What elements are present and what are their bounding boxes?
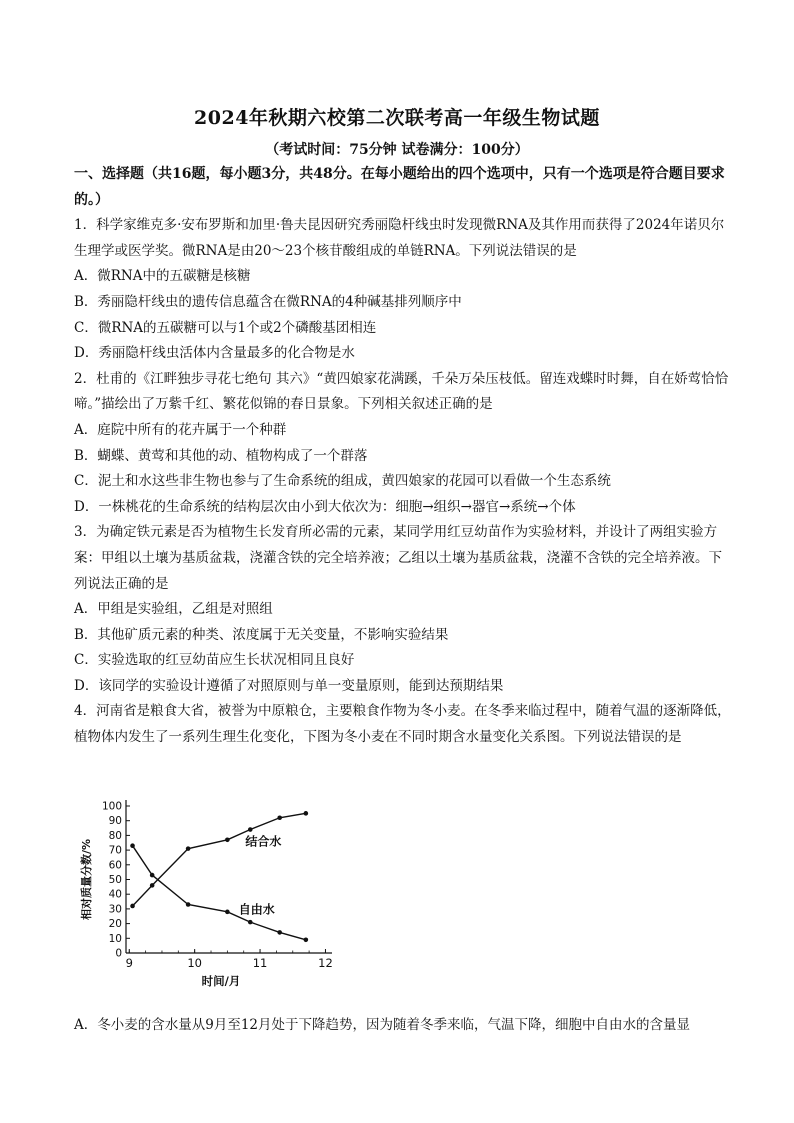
data-point: [130, 904, 135, 909]
data-point: [225, 910, 230, 915]
x-tick-label: 9: [125, 956, 133, 970]
question-1-stem: 1．科学家维克多·安布罗斯和加里·鲁夫昆因研究秀丽隐杆线虫时发现微RNA及其作用而获得了2024年诺贝尔生理学或医学奖。微RNA是由20～23个核苷酸组成的单链RNA。下列说法错误的是: [74, 217, 725, 259]
y-tick-label: 40: [108, 888, 122, 901]
y-tick-label: 70: [108, 844, 122, 857]
data-point: [277, 815, 282, 820]
y-tick-label: 10: [108, 932, 122, 945]
y-tick-label: 100: [101, 800, 122, 813]
question-1-option-c: C．微RNA的五碳糖可以与1个或2个磷酸基团相连: [74, 319, 377, 336]
question-1-option-b: B．秀丽隐杆线虫的遗传信息蕴含在微RNA的4种碱基排列顺序中: [74, 293, 462, 310]
data-point: [186, 846, 191, 851]
question-2-option-d: D．一株桃花的生命系统的结构层次由小到大依次为：细胞→组织→器官→系统→个体: [74, 498, 576, 515]
page-title: 2024年秋期六校第二次联考高一年级生物试题: [194, 107, 600, 129]
question-1-option-d: D．秀丽隐杆线虫活体内含量最多的化合物是水: [74, 345, 355, 362]
y-tick-label: 0: [115, 947, 122, 960]
question-3-option-c: C．实验选取的红豆幼苗应生长状况相同且良好: [74, 652, 355, 669]
y-tick-label: 50: [108, 874, 122, 886]
question-3-stem: 3．为确定铁元素是否为植物生长发育所必需的元素，某同学用红豆幼苗作为实验材料，并设计了两组实验方案：甲组以土壤为基质盆栽，浇灌含铁的完全培养液；乙组以土壤为基质盆栽，浇灌不含铁的完全培养液。下列说法正确的是: [74, 524, 722, 592]
x-tick-label: 10: [187, 956, 202, 970]
data-point: [304, 937, 309, 942]
question-3-option-b: B．其他矿质元素的种类、浓度属于无关变量，不影响实验结果: [74, 626, 449, 643]
y-axis-label: 相对质量分数/%: [80, 838, 93, 921]
series-line: [133, 813, 306, 906]
x-axis-label: 时间/月: [201, 974, 241, 988]
series-label: 自由水: [238, 902, 275, 917]
exam-info: （考试时间：75分钟 试卷满分：100分）: [265, 142, 529, 158]
question-2-stem: 2．杜甫的《江畔独步寻花七绝句 其六》“黄四娘家花满蹊，千朵万朵压枝低。留连戏蝶时时舞，自在娇莺恰恰啼。”描绘出了万紫千红、繁花似锦的春日景象。下列相关叙述正确的是: [74, 370, 729, 413]
x-tick-label: 11: [252, 956, 268, 970]
question-4-stem: 4．河南省是粮食大省，被誉为中原粮仓，主要粮食作物为冬小麦。在冬季来临过程中，随着气温的逐渐降低，植物体内发生了一系列生理生化变化，下图为冬小麦在不同时期含水量变化关系图。下列说法错误的是: [74, 703, 731, 746]
y-tick-label: 90: [108, 815, 122, 828]
question-2-option-b: B．蝴蝶、黄莺和其他的动、植物构成了一个群落: [74, 447, 368, 464]
data-point: [277, 930, 282, 935]
y-tick-label: 20: [108, 918, 122, 931]
data-point: [150, 873, 155, 878]
exam-body: [74, 162, 734, 751]
question-2-option-a: A．庭院中所有的花卉属于一个种群: [74, 421, 287, 438]
y-tick-label: 30: [108, 903, 122, 916]
section-heading: 一、选择题（共16题，每小题3分，共48分。在每小题给出的四个选项中，只有一个选项是符合题目要求的。）: [74, 166, 725, 208]
data-point: [248, 827, 253, 832]
series-line: [133, 846, 306, 940]
data-point: [130, 843, 135, 848]
y-tick-label: 60: [108, 859, 122, 872]
series-label: 结合水: [245, 834, 282, 849]
data-point: [225, 838, 230, 843]
question-3-option-d: D．该同学的实验设计遵循了对照原则与单一变量原则，能到达预期结果: [74, 677, 504, 694]
question-4-option-a: A．冬小麦的含水量从9月至12月处于下降趋势，因为随着冬季来临，气温下降，细胞中自由水的含量显: [74, 1017, 691, 1033]
water-content-chart: [70, 792, 340, 988]
question-2-option-c: C．泥土和水这些非生物也参与了生命系统的组成，黄四娘家的花园可以看做一个生态系统: [74, 473, 611, 490]
data-point: [150, 883, 155, 888]
data-point: [304, 811, 309, 816]
data-point: [248, 920, 253, 925]
question-3-option-a: A．甲组是实验组，乙组是对照组: [74, 601, 273, 618]
y-tick-label: 80: [108, 829, 122, 842]
question-1-option-a: A．微RNA中的五碳糖是核糖: [74, 268, 251, 285]
x-tick-label: 12: [318, 956, 333, 970]
data-point: [186, 902, 191, 907]
